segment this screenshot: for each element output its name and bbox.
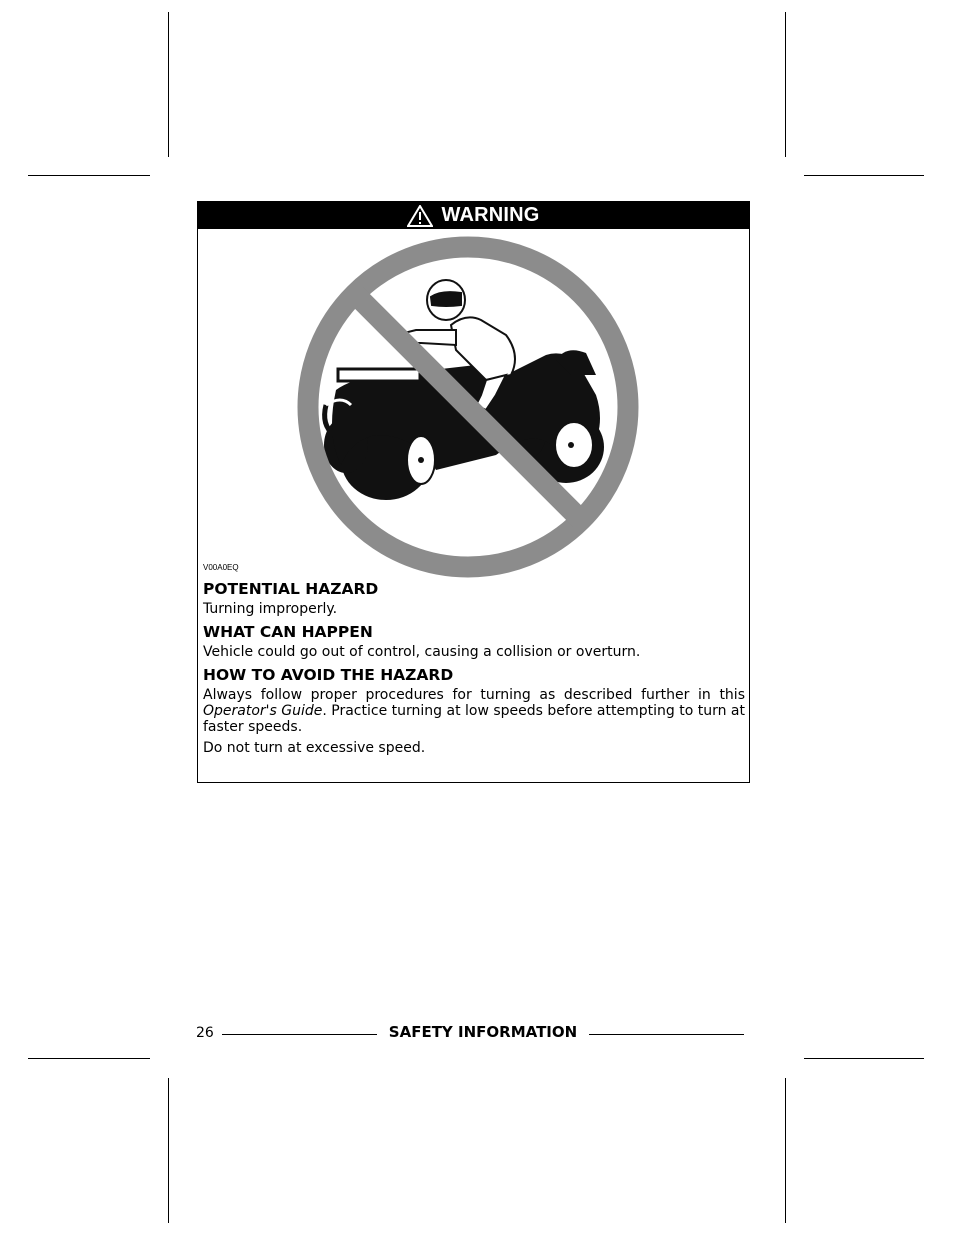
crop-mark [804, 175, 924, 176]
warning-triangle-icon [407, 205, 433, 227]
how-to-avoid-text-2: Do not turn at excessive speed. [203, 740, 426, 756]
potential-hazard-text: Turning improperly. [203, 601, 338, 617]
warning-box [197, 201, 750, 783]
how-to-avoid-text-part2: . Practice turning at low speeds before attempting to turn at faster speeds. [203, 703, 745, 735]
crop-mark [785, 12, 786, 157]
warning-title: WARNING [441, 204, 540, 226]
footer-rule-right [589, 1034, 744, 1035]
crop-mark [28, 175, 150, 176]
operators-guide-reference: Operator's Guide [203, 703, 323, 719]
how-to-avoid-text-part1: Always follow proper procedures for turning as described further in this [203, 687, 745, 703]
page-footer [196, 1019, 744, 1041]
illustration [198, 229, 749, 579]
atv-image [324, 350, 604, 500]
crop-mark [785, 1078, 786, 1223]
footer-rule-left [222, 1034, 377, 1035]
potential-hazard-heading: POTENTIAL HAZARD [203, 580, 379, 598]
crop-mark [804, 1058, 924, 1059]
page-number: 26 [196, 1025, 214, 1041]
figure-code: V00A0EQ [203, 563, 239, 572]
warning-header [198, 202, 749, 229]
footer-section-title: SAFETY INFORMATION [388, 1023, 578, 1041]
what-can-happen-text: Vehicle could go out of control, causing a collision or overturn. [203, 644, 641, 660]
how-to-avoid-text [203, 687, 745, 735]
warning-content [198, 579, 749, 756]
no-turning-atv-illustration [296, 235, 641, 580]
crop-mark [168, 12, 169, 157]
crop-mark [168, 1078, 169, 1223]
what-can-happen-heading: WHAT CAN HAPPEN [203, 623, 373, 641]
crop-mark [28, 1058, 150, 1059]
how-to-avoid-heading: HOW TO AVOID THE HAZARD [203, 666, 454, 684]
